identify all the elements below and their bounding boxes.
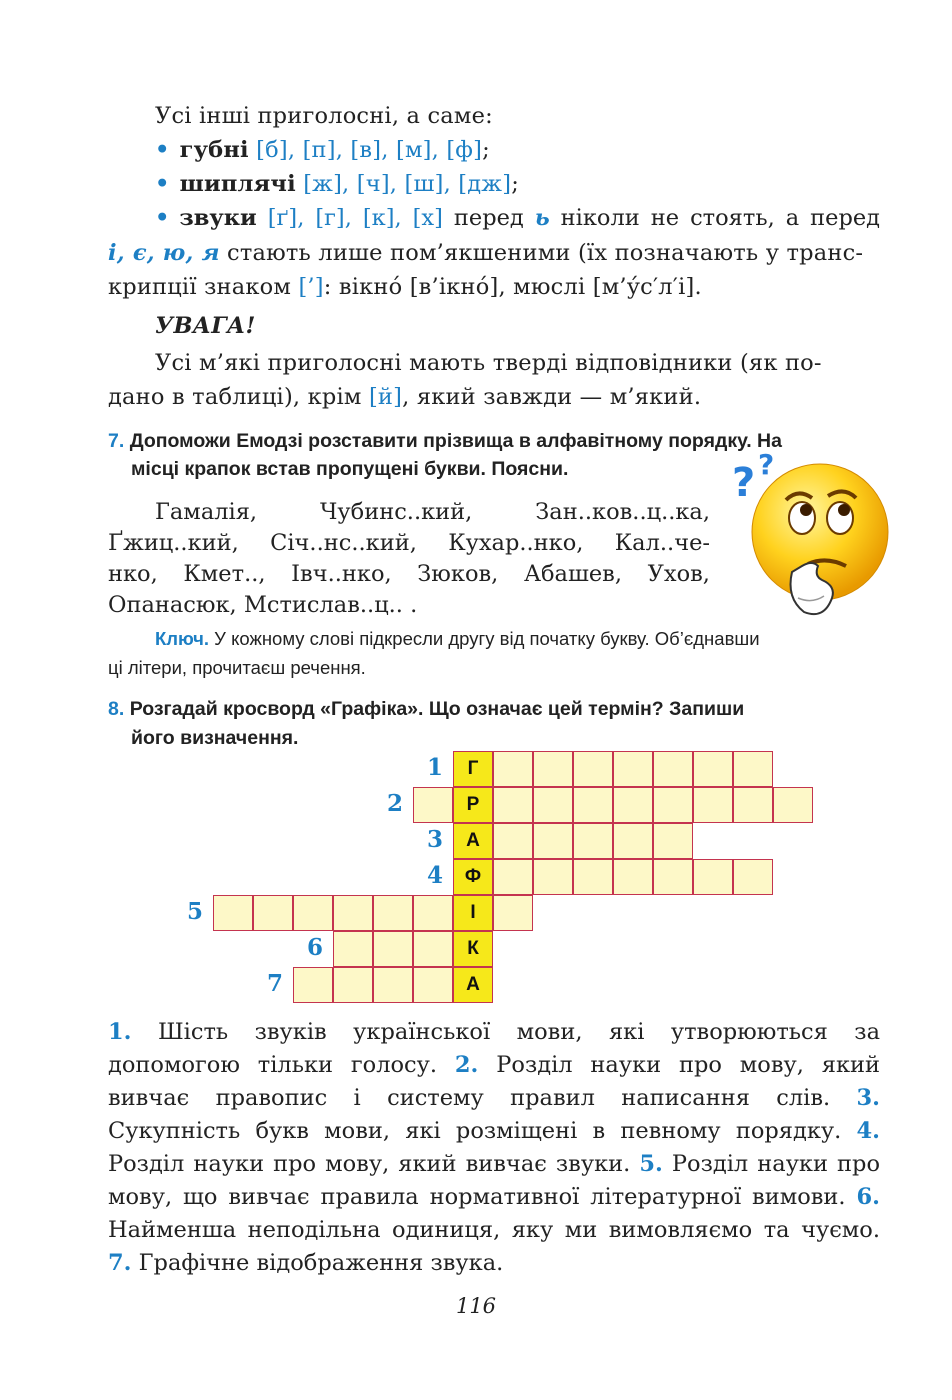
rule-velar	[155, 205, 880, 231]
crossword-cell[interactable]	[293, 967, 333, 1003]
crossword-cell[interactable]	[653, 751, 693, 787]
rule-label: звуки	[179, 205, 257, 231]
clue-number: 5.	[639, 1151, 663, 1177]
key-text: У кожному слові підкресли другу від початку букву. Об’єднавши	[209, 628, 760, 649]
crossword-cell[interactable]	[493, 787, 533, 823]
svg-text:?: ?	[758, 448, 775, 481]
crossword-cell[interactable]	[373, 931, 413, 967]
rule-labial: • губні [б], [п], [в], [м], [ф];	[155, 137, 490, 163]
crossword-cell[interactable]	[333, 895, 373, 931]
rule-text: перед	[453, 205, 524, 231]
surname: Зюков,	[417, 561, 499, 587]
crossword-cell[interactable]	[773, 787, 813, 823]
bullet-icon: •	[155, 171, 170, 197]
clue-text: Найменша неподільна одиниця, яку ми вимовляємо та чуємо.	[108, 1217, 880, 1243]
page-number: 116	[455, 1294, 497, 1318]
clue-number: 1.	[108, 1019, 132, 1045]
crossword-cell[interactable]	[413, 787, 453, 823]
crossword-cell[interactable]	[693, 859, 733, 895]
crossword-cell[interactable]	[613, 859, 653, 895]
task7-line1	[108, 430, 782, 453]
crossword-cell[interactable]	[573, 823, 613, 859]
surname: Січ..нс..кий,	[270, 530, 417, 556]
crossword-key-cell: Г	[453, 751, 493, 787]
clue-text: Шість звуків української мови, які утворюються за допомогою тільки голосу.	[108, 1019, 880, 1078]
crossword-row-number: 7	[266, 970, 283, 997]
crossword-cell[interactable]	[533, 751, 573, 787]
clue-number: 2.	[454, 1052, 479, 1078]
crossword-row-number: 2	[386, 790, 403, 817]
thinking-face-icon	[728, 448, 898, 628]
surname: Чубинс..кий,	[320, 499, 473, 525]
rule-text: , який завжди — м’який.	[402, 384, 702, 410]
crossword-key-cell: І	[453, 895, 493, 931]
crossword-cell[interactable]	[653, 787, 693, 823]
rule-text: дано в таблиці), крім	[108, 384, 362, 410]
clue-text: Розділ науки про мову, який вивчає звуки.	[108, 1151, 640, 1177]
task7-line2: місці крапок встав пропущені букви. Поясни.	[131, 458, 569, 480]
crossword-key-cell: Ф	[453, 859, 493, 895]
surname: Івч..нко,	[291, 561, 392, 587]
surname: Кухар..нко,	[448, 530, 584, 556]
crossword-cell[interactable]	[213, 895, 253, 931]
crossword-key-cell: К	[453, 931, 493, 967]
crossword-cell[interactable]	[253, 895, 293, 931]
task-number: 8.	[108, 698, 125, 720]
clue-number: 6.	[856, 1184, 880, 1210]
j-sound: [й]	[368, 384, 403, 410]
surname: Гамалія,	[155, 499, 258, 525]
task-number: 7.	[108, 430, 125, 452]
rule-sounds: [ґ], [г], [к], [х]	[267, 205, 443, 231]
rule-line6	[108, 274, 702, 300]
rule-text: ніколи не стоять, а перед	[560, 205, 881, 231]
surname: Опанасюк, Мстислав..ц.. .	[108, 592, 418, 618]
crossword-cell[interactable]	[373, 895, 413, 931]
attention-line2	[108, 384, 701, 410]
crossword-key-cell: А	[453, 823, 493, 859]
rule-line5	[108, 240, 880, 266]
crossword-cell[interactable]	[613, 751, 653, 787]
surname-row	[108, 528, 710, 559]
crossword-cell[interactable]	[733, 751, 773, 787]
bullet-icon: •	[155, 137, 170, 163]
crossword-key-cell: Р	[453, 787, 493, 823]
rule-label: шиплячі	[179, 171, 296, 197]
surname: Кмет..,	[183, 561, 266, 587]
question-marks: ?	[732, 460, 756, 506]
surname: Кал..че-	[614, 530, 710, 556]
crossword-cell[interactable]	[533, 787, 573, 823]
rule-sounds: [б], [п], [в], [м], [ф]	[256, 137, 483, 163]
crossword-cell[interactable]	[693, 787, 733, 823]
crossword-key-cell: А	[453, 967, 493, 1003]
surname-row	[108, 559, 710, 590]
crossword-cell[interactable]	[493, 895, 533, 931]
crossword-cell[interactable]	[733, 859, 773, 895]
rule-text: стають лише пом’якшеними (їх позначають у транс-	[227, 240, 864, 266]
surname: Абашев,	[523, 561, 623, 587]
task8-line1	[108, 698, 744, 721]
surname-list	[108, 497, 710, 621]
crossword-cell[interactable]	[573, 859, 613, 895]
crossword-row-number: 5	[186, 898, 203, 925]
clue-text: Розділ науки про мову, який вивчає правопис і систему правил написання слів.	[108, 1052, 881, 1111]
crossword-cell[interactable]	[733, 787, 773, 823]
rule-text: : вікно́ [в’ікно́], мюслі [м’у́с′л′і].	[323, 274, 702, 300]
surname-row	[108, 497, 710, 528]
crossword-cell[interactable]	[533, 823, 573, 859]
clue-number: 7.	[108, 1250, 132, 1276]
rule-label: губні	[179, 137, 249, 163]
crossword-cell[interactable]	[493, 859, 533, 895]
key-line1	[155, 628, 760, 650]
crossword-cell[interactable]	[373, 967, 413, 1003]
crossword-cell[interactable]	[573, 787, 613, 823]
surname-row	[108, 590, 710, 621]
key-label: Ключ.	[155, 628, 210, 649]
crossword-cell[interactable]	[333, 967, 373, 1003]
crossword-cell[interactable]	[653, 859, 693, 895]
clue-number: 4.	[856, 1118, 880, 1144]
crossword-clues	[108, 1016, 880, 1280]
vowel-letters: і, є, ю, я	[108, 240, 220, 266]
task-text: Допоможи Емодзі розставити прізвища в алфавітному порядку. На	[129, 430, 782, 452]
crossword-cell[interactable]	[653, 823, 693, 859]
surname: Ґжиц..кий,	[108, 530, 239, 556]
crossword-row-number: 4	[426, 862, 443, 889]
crossword-cell[interactable]	[613, 823, 653, 859]
crossword-row-number: 6	[306, 934, 323, 961]
attention-line1: Усі м’які приголосні мають тверді відповідники (як по-	[155, 350, 822, 376]
task8-line2: його визначення.	[131, 727, 299, 749]
crossword-cell[interactable]	[493, 751, 533, 787]
crossword-cell[interactable]	[573, 751, 613, 787]
soft-sign: ь	[534, 205, 550, 231]
crossword-row-number: 3	[426, 826, 443, 853]
bullet-icon: •	[155, 205, 170, 231]
crossword-cell[interactable]	[333, 931, 373, 967]
task-text: Розгадай кросворд «Графіка». Що означає цей термін? Запиши	[129, 698, 745, 720]
rule-sounds: [ж], [ч], [ш], [дж]	[303, 171, 512, 197]
surname: Ухов,	[647, 561, 710, 587]
surname: нко,	[108, 561, 158, 587]
crossword-cell[interactable]	[493, 823, 533, 859]
crossword-cell[interactable]	[613, 787, 653, 823]
crossword-cell[interactable]	[693, 751, 733, 787]
rule-text: крипції знаком	[108, 274, 292, 300]
surname: Зан..ков..ц..ка,	[535, 499, 710, 525]
apostrophe-mark: [’]	[298, 274, 324, 300]
crossword-cell[interactable]	[413, 931, 453, 967]
key-line2: ці літери, прочитаєш речення.	[108, 657, 366, 678]
crossword-cell[interactable]	[533, 859, 573, 895]
rule-sibilant: • шиплячі [ж], [ч], [ш], [дж];	[155, 171, 519, 197]
clue-text: Розділ науки про мову, що вивчає правила нормативної літературної вимови.	[108, 1151, 880, 1210]
crossword-cell[interactable]	[413, 967, 453, 1003]
crossword-cell[interactable]	[413, 895, 453, 931]
attention-heading: УВАГА!	[155, 313, 256, 339]
clue-text: Сукупність букв мови, які розміщені в певному порядку.	[108, 1118, 857, 1144]
rules-intro: Усі інші приголосні, а саме:	[155, 103, 493, 129]
crossword-row-number: 1	[426, 754, 443, 781]
clue-number: 3.	[856, 1085, 880, 1111]
crossword-cell[interactable]	[293, 895, 333, 931]
clue-text: Графічне відображення звука.	[131, 1250, 504, 1276]
